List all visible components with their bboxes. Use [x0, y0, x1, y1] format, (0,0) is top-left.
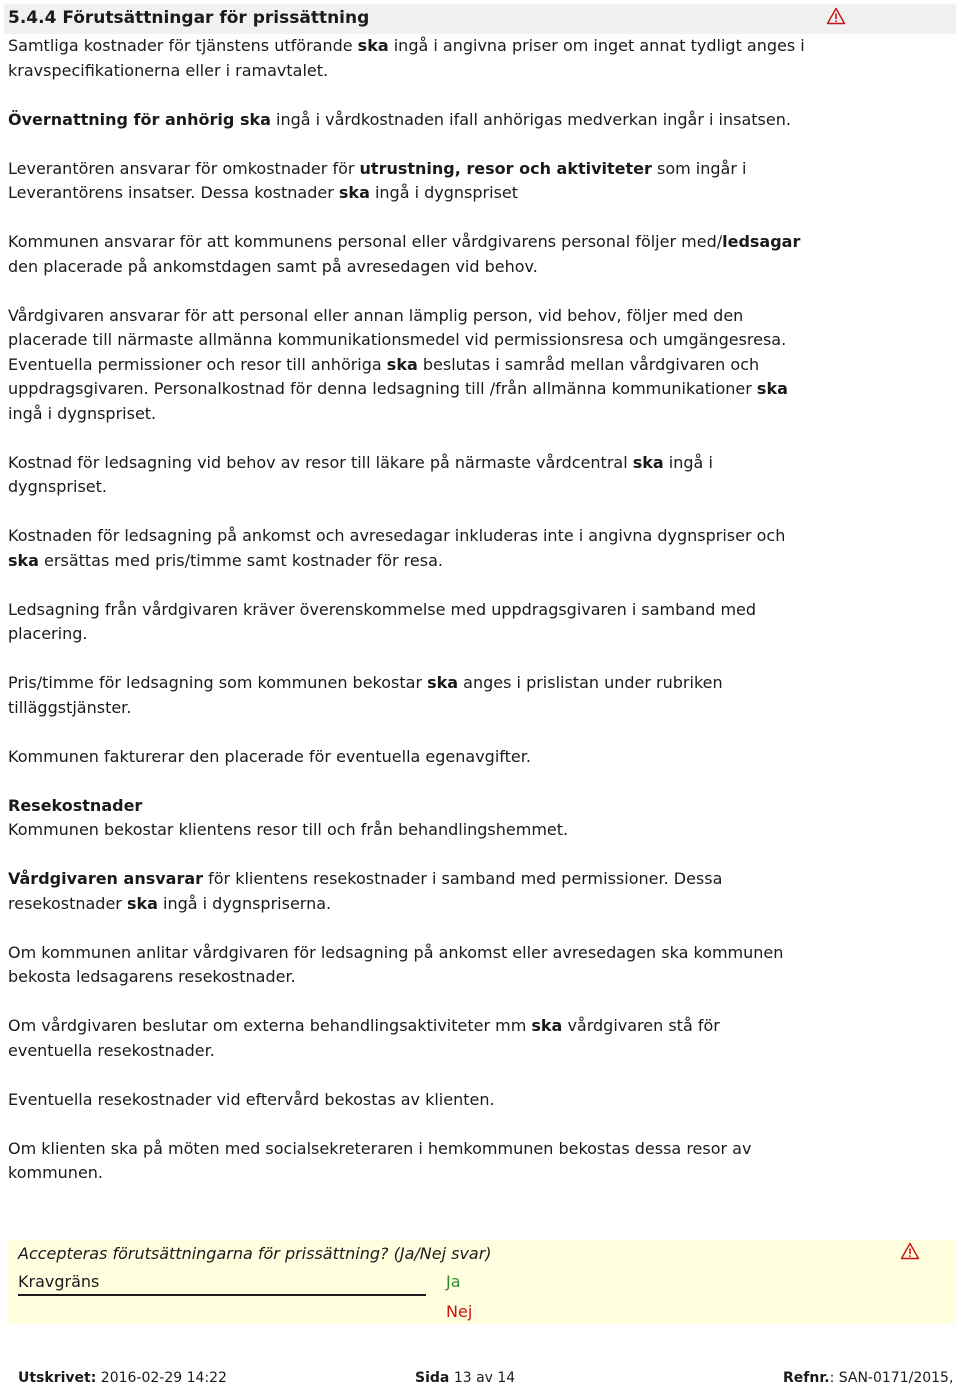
- paragraph: [8, 1088, 808, 1113]
- text-run: som ingår i Leverantörens insatser. Dessa kostnader: [8, 158, 747, 202]
- paragraph: [8, 1014, 808, 1063]
- bold-text: ska: [427, 673, 459, 692]
- text-run: Vårdgivaren ansvarar för att personal eller annan lämplig person, vid behov, följer med den placerade till närmaste allmänna kommunikationsmedel vid permissionsresa och umgängesresa. Eventuella permissioner och resor till anhöriga: [8, 305, 787, 374]
- paragraph: [8, 108, 808, 133]
- bold-text: ska: [531, 1016, 563, 1035]
- text-run: ingå i dygnspriset.: [8, 403, 157, 423]
- text-run: ingå i angivna priser om inget annat tydligt anges i kravspecifikationerna eller i ramavtalet.: [8, 36, 805, 80]
- bold-text: ska: [126, 893, 158, 913]
- answer-yes[interactable]: Ja: [446, 1272, 461, 1291]
- answer-no[interactable]: Nej: [446, 1302, 473, 1321]
- question-text: Accepteras förutsättningarna för prissättning? (Ja/Nej svar): [18, 1244, 492, 1263]
- text-run: Kommunen bekostar klientens resor till och från behandlingshemmet.: [8, 820, 569, 839]
- reference-number: Refnr.: SAN-0171/2015,: [783, 1370, 954, 1386]
- page-number: Sida 13 av 14: [415, 1370, 516, 1386]
- section-title: 5.4.4 Förutsättningar för prissättning: [8, 8, 370, 28]
- paragraph: [8, 451, 808, 500]
- bold-text: ska: [8, 550, 39, 570]
- paragraph: [8, 230, 808, 279]
- printed-date: Utskrivet: 2016-02-29 14:22: [18, 1370, 227, 1386]
- bold-text: ska: [632, 452, 664, 472]
- paragraph: [8, 304, 808, 427]
- text-run: Leverantören ansvarar för omkostnader för: [8, 158, 360, 178]
- requirement-label: Kravgräns: [18, 1272, 100, 1291]
- text-run: Samtliga kostnader för tjänstens utförande: [8, 36, 358, 55]
- text-run: Om kommunen anlitar vårdgivaren för ledsagning på ankomst eller avresedagen ska kommunen bekosta ledsagarens resekostnader.: [8, 942, 784, 986]
- question-box: [8, 1240, 956, 1324]
- text-run: Eventuella resekostnader vid eftervård bekostas av klienten.: [8, 1089, 495, 1109]
- paragraph: [8, 867, 808, 916]
- paragraph: [8, 157, 808, 206]
- body-text: [8, 34, 808, 1210]
- text-run: Om vårdgivaren beslutar om externa behandlingsaktiviteter mm: [8, 1016, 532, 1035]
- text-run: ersättas med pris/timme samt kostnader för resa.: [38, 550, 443, 570]
- bold-text: utrustning, resor och aktiviteter: [359, 158, 652, 178]
- bold-text: ska: [338, 183, 370, 202]
- bold-text: Övernattning för anhörig: [8, 109, 240, 129]
- paragraph: [8, 598, 808, 647]
- bold-text: Vårdgivaren ansvarar: [8, 869, 204, 888]
- bold-text: ska: [239, 109, 271, 129]
- paragraph: [8, 941, 808, 990]
- text-run: vårdgivaren stå för eventuella resekostnader.: [8, 1016, 720, 1060]
- bold-text: ska: [357, 36, 389, 55]
- requirement-underline: [18, 1294, 426, 1296]
- text-run: Kostnaden för ledsagning på ankomst och avresedagar inkluderas inte i angivna dygnspriser och: [8, 526, 786, 545]
- text-run: anges i prislistan under rubriken tilläggstjänster.: [8, 673, 723, 717]
- text-run: den placerade på ankomstdagen samt på avresedagen vid behov.: [8, 256, 538, 276]
- bold-text: Resekostnader: [8, 795, 143, 815]
- paragraph: [8, 524, 808, 573]
- bold-text: ledsagar: [722, 232, 801, 251]
- text-run: beslutas i samråd mellan vårdgivaren och uppdragsgivaren. Personalkostnad för denna ledsagning till /från allmänna kommunikationer: [8, 354, 760, 398]
- text-run: för klientens resekostnader i samband med permissioner. Dessa resekostnader: [8, 869, 723, 913]
- paragraph: [8, 671, 808, 720]
- text-run: Om klienten ska på möten med socialsekreteraren i hemkommunen bekostas dessa resor av kommunen.: [8, 1138, 752, 1182]
- text-run: Kommunen ansvarar för att kommunens personal eller vårdgivarens personal följer med/: [8, 232, 723, 251]
- warning-icon[interactable]: [900, 1242, 920, 1260]
- paragraph: [8, 745, 808, 770]
- bold-text: ska: [386, 354, 418, 374]
- paragraph: [8, 1137, 808, 1186]
- text-run: ingå i dygnspriserna.: [157, 893, 332, 913]
- warning-icon[interactable]: [826, 7, 846, 25]
- text-run: Kommunen fakturerar den placerade för eventuella egenavgifter.: [8, 746, 531, 766]
- bold-text: ska: [756, 379, 788, 398]
- text-run: Kostnad för ledsagning vid behov av resor till läkare på närmaste vårdcentral: [8, 452, 633, 472]
- text-run: ingå i dygnspriset: [369, 183, 519, 202]
- text-run: ingå i vårdkostnaden ifall anhörigas medverkan ingår i insatsen.: [270, 109, 791, 129]
- text-run: Pris/timme för ledsagning som kommunen bekostar: [8, 673, 428, 692]
- text-run: Ledsagning från vårdgivaren kräver överenskommelse med uppdragsgivaren i samband med placering.: [8, 599, 757, 643]
- paragraph: [8, 794, 808, 843]
- text-run: ingå i dygnspriset.: [8, 452, 713, 496]
- paragraph: [8, 34, 808, 83]
